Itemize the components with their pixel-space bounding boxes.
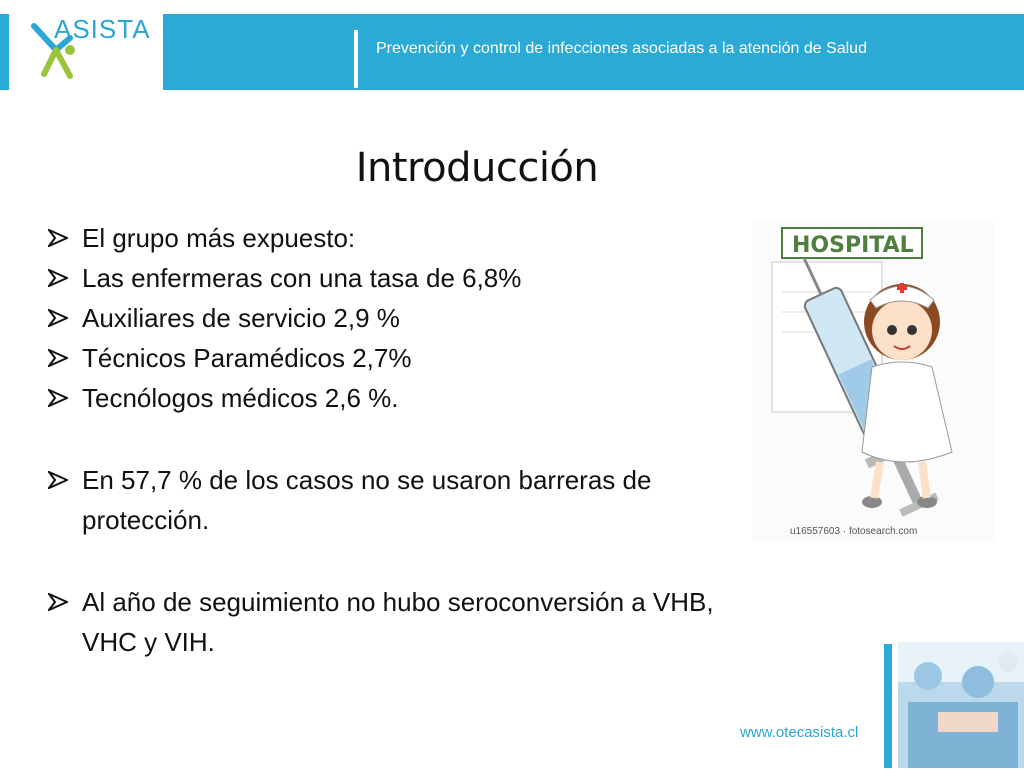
footer-accent-bar	[884, 644, 892, 768]
header-divider	[354, 30, 358, 88]
arrow-bullet-icon	[48, 593, 68, 611]
bullet-item	[46, 460, 716, 540]
logo-text: ASISTA	[54, 14, 151, 44]
footer-url-link[interactable]: www.otecasista.cl	[740, 724, 859, 741]
bullet-text: Tecnólogos médicos 2,6 %.	[82, 383, 399, 413]
nurse-syringe-icon	[752, 222, 994, 542]
image-caption: u16557603 · fotosearch.com	[790, 526, 918, 537]
bullet-text: El grupo más expuesto:	[82, 223, 356, 253]
bullet-text: En 57,7 % de los casos no se usaron barreras de protección.	[82, 465, 652, 535]
hospital-sign-text: HOSPITAL	[792, 233, 914, 258]
bullet-item	[46, 218, 716, 258]
bullet-text: Técnicos Paramédicos 2,7%	[82, 343, 412, 373]
nurse-illustration	[752, 222, 994, 542]
bullet-text: Las enfermeras con una tasa de 6,8%	[82, 263, 522, 293]
bullet-item	[46, 378, 716, 418]
bullet-text: Auxiliares de servicio 2,9 %	[82, 303, 400, 333]
arrow-bullet-icon	[48, 229, 68, 247]
arrow-bullet-icon	[48, 471, 68, 489]
arrow-bullet-icon	[48, 309, 68, 327]
header-left-accent	[0, 14, 9, 90]
arrow-bullet-icon	[48, 269, 68, 287]
bullet-text: Al año de seguimiento no hubo seroconversión a VHB, VHC y VIH.	[82, 587, 714, 657]
bullet-item	[46, 338, 716, 378]
bullet-item	[46, 258, 716, 298]
bullet-item	[46, 582, 716, 662]
surgery-photo-icon	[898, 642, 1024, 768]
bullet-list	[46, 218, 716, 662]
surgery-photo	[898, 642, 1024, 768]
slide-title: Introducción	[355, 144, 599, 191]
arrow-bullet-icon	[48, 389, 68, 407]
bullet-item	[46, 298, 716, 338]
arrow-bullet-icon	[48, 349, 68, 367]
header-subtitle: Prevención y control de infecciones asociadas a la atención de Salud	[376, 40, 867, 57]
